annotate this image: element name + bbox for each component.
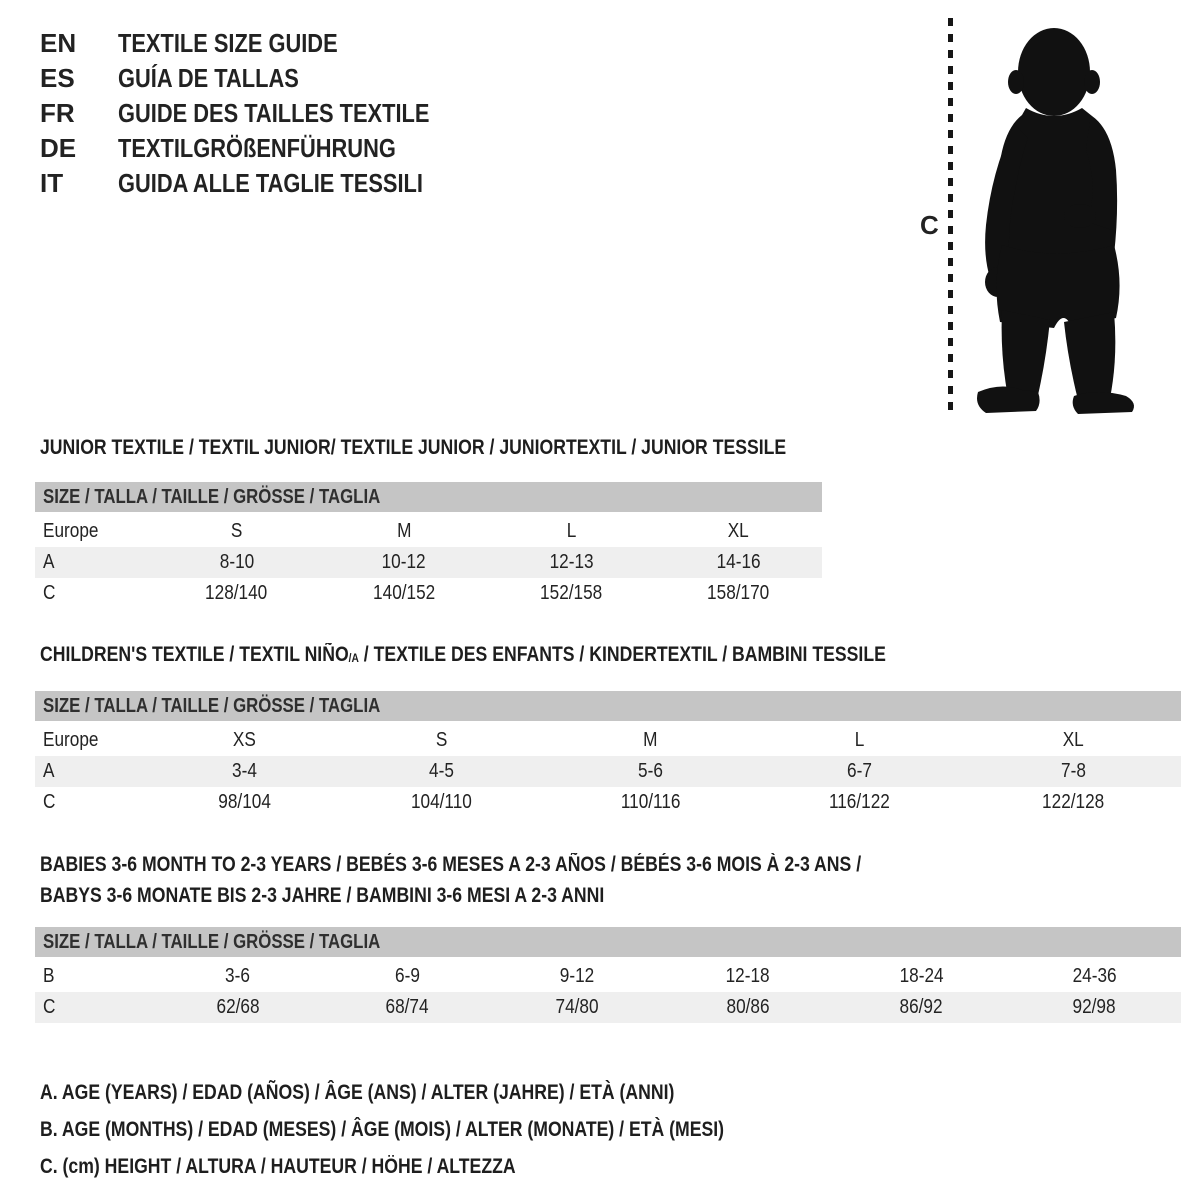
table-row-europe [35, 725, 1181, 756]
legend-line-b: B. AGE (MONTHS) / EDAD (MESES) / ÂGE (MOIS) / ALTER (MONATE) / ETÀ (MESI) [40, 1118, 725, 1141]
table-row-age-months [35, 961, 1181, 992]
height-cell: 122/128 [1041, 791, 1105, 813]
size-cell: XS [232, 729, 256, 751]
row-label: C [43, 582, 56, 604]
age-cell: 6-9 [394, 965, 420, 987]
age-cell: 8-10 [219, 551, 254, 573]
junior-size-table [35, 516, 822, 609]
size-header-text: SIZE / TALLA / TAILLE / GRÖSSE / TAGLIA [43, 486, 381, 508]
toddler-silhouette-icon [966, 20, 1148, 420]
language-code: IT [40, 168, 64, 198]
junior-section-title [35, 436, 822, 460]
size-cell: S [230, 520, 243, 542]
language-row-de [40, 131, 489, 166]
age-cell: 7-8 [1060, 760, 1086, 782]
size-header-bar [35, 691, 1181, 721]
size-header-bar [35, 927, 1181, 957]
row-label: C [43, 791, 56, 813]
junior-section-title-text: JUNIOR TEXTILE / TEXTIL JUNIOR/ TEXTILE JUNIOR / JUNIORTEXTIL / JUNIOR TESSILE [40, 436, 787, 459]
row-label: A [43, 760, 55, 782]
age-cell: 3-6 [225, 965, 251, 987]
height-cell: 68/74 [385, 996, 429, 1018]
guide-title-fr: GUIDE DES TAILLES TEXTILE [118, 98, 430, 128]
table-row-height [35, 992, 1181, 1023]
height-cell: 128/140 [205, 582, 268, 604]
babies-title-line1: BABIES 3-6 MONTH TO 2-3 YEARS / BEBÉS 3-6 MESES A 2-3 AÑOS / BÉBÉS 3-6 MOIS À 2-3 ANS / [40, 853, 862, 876]
size-header-bar [35, 482, 822, 512]
nino-a-subscript: /A [348, 651, 359, 666]
legend-line-c: C. (cm) HEIGHT / ALTURA / HAUTEUR / HÖHE / ALTEZZA [40, 1155, 516, 1178]
row-label: B [43, 965, 55, 987]
age-cell: 5-6 [637, 760, 663, 782]
language-code: DE [40, 133, 77, 163]
guide-title-it: GUIDA ALLE TAGLIE TESSILI [118, 168, 423, 198]
language-row-en [40, 26, 489, 61]
size-cell: M [396, 520, 412, 542]
age-cell: 6-7 [847, 760, 872, 782]
age-cell: 24-36 [1072, 965, 1117, 987]
age-cell: 10-12 [381, 551, 426, 573]
age-cell: 9-12 [559, 965, 594, 987]
children-size-table [35, 725, 1181, 818]
size-header-text: SIZE / TALLA / TAILLE / GRÖSSE / TAGLIA [43, 695, 381, 717]
language-code: ES [40, 63, 75, 93]
babies-size-table [35, 961, 1181, 1023]
language-code: FR [40, 98, 75, 128]
table-row-age [35, 547, 822, 578]
measurement-legend [40, 1074, 854, 1185]
size-header-text: SIZE / TALLA / TAILLE / GRÖSSE / TAGLIA [43, 931, 381, 953]
size-cell: XL [1062, 729, 1084, 751]
height-cell: 86/92 [899, 996, 943, 1018]
age-cell: 3-4 [231, 760, 257, 782]
babies-section-title [35, 849, 1181, 911]
height-cell: 158/170 [707, 582, 770, 604]
junior-textile-section [35, 436, 822, 609]
babies-textile-section [35, 849, 1181, 1023]
language-row-es [40, 61, 489, 96]
size-cell: L [566, 520, 576, 542]
height-cell: 62/68 [216, 996, 260, 1018]
language-row-fr [40, 96, 489, 131]
legend-line-a: A. AGE (YEARS) / EDAD (AÑOS) / ÂGE (ANS) / ALTER (JAHRE) / ETÀ (ANNI) [40, 1081, 675, 1104]
height-cell: 74/80 [555, 996, 599, 1018]
table-row-height [35, 787, 1181, 818]
guide-title-en: TEXTILE SIZE GUIDE [118, 28, 338, 58]
height-dashed-line [948, 18, 953, 418]
table-row-age [35, 756, 1181, 787]
row-label: C [43, 996, 56, 1018]
row-label: Europe [43, 520, 99, 542]
size-cell: S [435, 729, 447, 751]
height-cell: 116/122 [829, 791, 890, 813]
age-cell: 12-18 [725, 965, 770, 987]
height-cell: 152/158 [540, 582, 603, 604]
language-title-list [40, 26, 489, 201]
height-cell: 80/86 [726, 996, 770, 1018]
size-cell: L [854, 729, 865, 751]
height-cell: 92/98 [1072, 996, 1116, 1018]
table-row-europe [35, 516, 822, 547]
height-cell: 104/110 [410, 791, 472, 813]
height-cell: 140/152 [372, 582, 435, 604]
language-row-it [40, 166, 489, 201]
age-cell: 14-16 [716, 551, 761, 573]
table-row-height [35, 578, 822, 609]
row-label: A [43, 551, 55, 573]
size-cell: M [643, 729, 658, 751]
babies-title-line2: BABYS 3-6 MONATE BIS 2-3 JAHRE / BAMBINI 3-6 MESI A 2-3 ANNI [40, 884, 605, 907]
height-measure-figure [912, 12, 1182, 426]
age-cell: 4-5 [428, 760, 454, 782]
children-textile-section [35, 643, 1181, 818]
row-label: Europe [43, 729, 99, 751]
children-section-title [35, 643, 1181, 669]
height-cell: 98/104 [217, 791, 271, 813]
age-cell: 12-13 [549, 551, 594, 573]
guide-title-es: GUÍA DE TALLAS [118, 63, 299, 93]
guide-title-de: TEXTILGRÖßENFÜHRUNG [118, 133, 396, 163]
height-cell: 110/116 [620, 791, 681, 813]
height-measure-label: C [920, 210, 939, 240]
age-cell: 18-24 [899, 965, 944, 987]
language-code: EN [40, 28, 77, 58]
children-section-title-text: CHILDREN'S TEXTILE / TEXTIL NIÑO/A / TEXTILE DES ENFANTS / KINDERTEXTIL / BAMBINI TESSILE [40, 643, 886, 666]
size-cell: XL [727, 520, 749, 542]
